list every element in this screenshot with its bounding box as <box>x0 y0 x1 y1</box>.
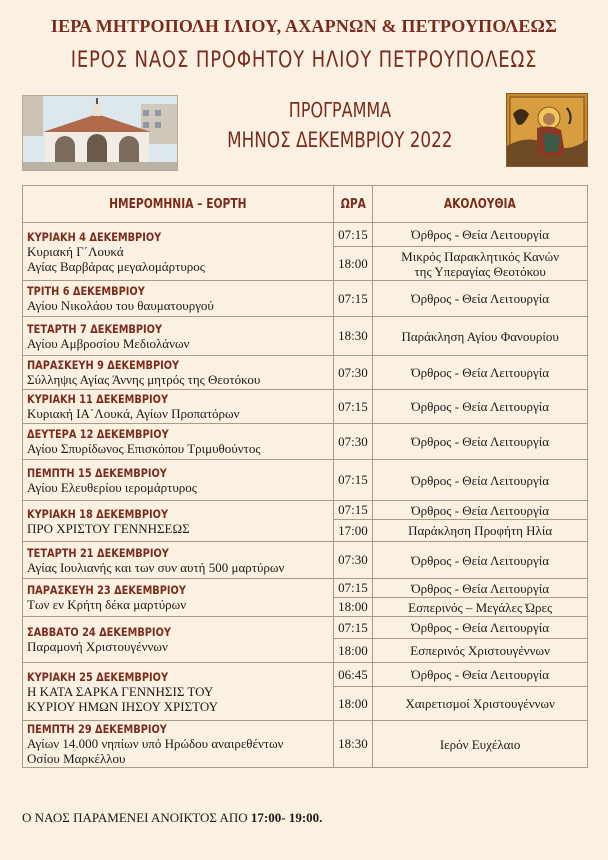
service-time: 18:30 <box>333 317 373 356</box>
feast-label: Σύλληψις Αγίας Άννης μητρός της Θεοτόκου <box>27 372 261 387</box>
feast-label: Των εν Κρήτη δέκα μαρτύρων <box>27 597 187 612</box>
service-name: Χαιρετισμοί Χριστουγέννων <box>373 687 588 721</box>
table-row <box>23 424 588 460</box>
service-time: 06:45 <box>333 663 373 687</box>
date-feast-cell <box>23 460 334 501</box>
table-header-row <box>23 186 588 223</box>
service-name: Όρθρος - Θεία Λειτουργία <box>373 281 588 317</box>
date-feast-cell <box>23 579 334 617</box>
date-label: ΚΥΡΙΑΚΗ 18 ΔΕΚΕΜΒΡΙΟΥ <box>27 506 169 521</box>
service-name: Όρθρος - Θεία Λειτουργία <box>373 542 588 579</box>
table-row <box>23 501 588 520</box>
date-feast-cell <box>23 317 334 356</box>
service-name: Μικρός Παρακλητικός Κανών της Υπεραγίας Θεοτόκου <box>373 247 588 281</box>
date-feast-cell <box>23 617 334 663</box>
date-feast-cell <box>23 663 334 721</box>
opening-hours: 17:00- 19:00. <box>250 810 323 825</box>
date-label: ΠΕΜΠΤΗ 29 ΔΕΚΕΜΒΡΙΟΥ <box>27 722 167 736</box>
date-feast-cell <box>23 424 334 460</box>
service-name: Όρθρος - Θεία Λειτουργία <box>373 356 588 390</box>
date-label: ΤΕΤΑΡΤΗ 7 ΔΕΚΕΜΒΡΙΟΥ <box>27 321 163 336</box>
service-name: Εσπερινός Χριστουγέννων <box>373 639 588 663</box>
service-time: 18:00 <box>333 687 373 721</box>
feast-label: Αγίου Νικολάου του θαυματουργού <box>27 298 214 313</box>
date-feast-cell <box>23 501 334 542</box>
service-time: 07:15 <box>333 460 373 501</box>
date-feast-cell <box>23 721 334 768</box>
service-time: 18:00 <box>333 247 373 281</box>
service-time: 07:30 <box>333 542 373 579</box>
feast-label: Κυριακή ΙΑ΄Λουκά, Αγίων Προπατόρων <box>27 406 240 421</box>
church-heading: ΙΕΡΟΣ ΝΑΟΣ ΠΡΟΦΗΤΟΥ ΗΛΙΟΥ ΠΕΤΡΟΥΠΟΛΕΩΣ <box>70 48 538 73</box>
date-feast-cell <box>23 281 334 317</box>
service-time: 07:30 <box>333 356 373 390</box>
service-time: 07:15 <box>333 390 373 424</box>
church-photo <box>22 95 178 171</box>
service-name: Εσπερινός – Μεγάλες Ώρες <box>373 598 588 617</box>
service-name: Όρθρος - Θεία Λειτουργία <box>373 460 588 501</box>
feast-label: Αγίου Σπυρίδωνος Επισκόπου Τριμυθούντος <box>27 441 261 456</box>
header-time: ΩΡΑ <box>333 186 373 223</box>
service-name: Όρθρος - Θεία Λειτουργία <box>373 663 588 687</box>
feast-label: Παραμονή Χριστουγέννων <box>27 639 168 654</box>
table-row <box>23 721 588 768</box>
table-row <box>23 579 588 598</box>
service-name: Παράκληση Αγίου Φανουρίου <box>373 317 588 356</box>
feast-label: Αγίου Ελευθερίου ιερομάρτυρος <box>27 479 197 495</box>
date-feast-cell <box>23 223 334 281</box>
date-label: ΤΕΤΑΡΤΗ 21 ΔΕΚΕΜΒΡΙΟΥ <box>27 545 169 560</box>
feast-label: Αγίων 14.000 νηπίων υπό Ηρώδου αναιρεθέντων Οσίου Μαρκέλλου <box>27 736 284 766</box>
service-name: Όρθρος - Θεία Λειτουργία <box>373 617 588 639</box>
table-row <box>23 663 588 687</box>
date-label: ΤΡΙΤΗ 6 ΔΕΚΕΜΒΡΙΟΥ <box>27 284 145 298</box>
month-title: ΜΗΝΟΣ ΔΕΚΕΜΒΡΙΟΥ 2022 <box>227 128 453 152</box>
service-name: Όρθρος - Θεία Λειτουργία <box>373 579 588 598</box>
service-name: Όρθρος - Θεία Λειτουργία <box>373 424 588 460</box>
service-name: Όρθρος - Θεία Λειτουργία <box>373 390 588 424</box>
feast-label: Αγίας Ιουλιανής και των συν αυτή 500 μαρτύρων <box>27 559 285 575</box>
service-time: 18:30 <box>333 721 373 768</box>
service-name: Όρθρος - Θεία Λειτουργία <box>373 501 588 520</box>
date-feast-cell <box>23 390 334 424</box>
prophet-elias-icon <box>506 93 588 167</box>
schedule-body <box>23 223 588 768</box>
service-time: 07:15 <box>333 223 373 247</box>
table-row <box>23 390 588 424</box>
date-feast-cell <box>23 542 334 579</box>
service-name: Όρθρος - Θεία Λειτουργία <box>373 223 588 247</box>
date-label: ΠΑΡΑΣΚΕΥΗ 23 ΔΕΚΕΜΒΡΙΟΥ <box>27 583 186 597</box>
service-time: 18:00 <box>333 639 373 663</box>
service-time: 18:00 <box>333 598 373 617</box>
feast-label: Αγίου Αμβροσίου Μεδιολάνων <box>27 335 190 351</box>
opening-hours-note: Ο ΝΑΟΣ ΠΑΡΑΜΕΝΕΙ ΑΝΟΙΚΤΟΣ ΑΠΟ 17:00- 19:00. <box>22 810 323 825</box>
service-name: Παράκληση Προφήτη Ηλία <box>373 520 588 542</box>
service-time: 07:15 <box>333 617 373 639</box>
date-label: ΚΥΡΙΑΚΗ 4 ΔΕΚΕΜΒΡΙΟΥ <box>27 229 162 244</box>
date-feast-cell <box>23 356 334 390</box>
service-time: 17:00 <box>333 520 373 542</box>
table-row <box>23 317 588 356</box>
feast-label: ΠΡΟ ΧΡΙΣΤΟΥ ΓΕΝΝΗΣΕΩΣ <box>27 520 190 536</box>
header-date: ΗΜΕΡΟΜΗΝΙΑ – ΕΟΡΤΗ <box>23 186 334 223</box>
table-row <box>23 281 588 317</box>
date-label: ΚΥΡΙΑΚΗ 25 ΔΕΚΕΜΒΡΙΟΥ <box>27 669 169 684</box>
table-row <box>23 460 588 501</box>
table-row <box>23 356 588 390</box>
service-time: 07:15 <box>333 281 373 317</box>
date-label: ΚΥΡΙΑΚΗ 11 ΔΕΚΕΜΒΡΙΟΥ <box>27 392 169 406</box>
service-time: 07:30 <box>333 424 373 460</box>
feast-label: Η ΚΑΤΑ ΣΑΡΚΑ ΓΕΝΝΗΣΙΣ ΤΟΥ ΚΥΡΙΟΥ ΗΜΩΝ ΙΗΣΟΥ ΧΡΙΣΤΟΥ <box>27 683 219 714</box>
date-label: ΠΕΜΠΤΗ 15 ΔΕΚΕΜΒΡΙΟΥ <box>27 465 167 480</box>
metropolis-heading: ΙΕΡΑ ΜΗΤΡΟΠΟΛΗ ΙΛΙΟΥ, ΑΧΑΡΝΩΝ & ΠΕΤΡΟΥΠΟΛΕΩΣ <box>50 16 558 36</box>
program-title: ΠΡΟΓΡΑΜΜΑ <box>288 98 392 122</box>
table-row <box>23 617 588 639</box>
service-time: 07:15 <box>333 501 373 520</box>
schedule-table <box>22 185 588 768</box>
date-label: ΔΕΥΤΕΡΑ 12 ΔΕΚΕΜΒΡΙΟΥ <box>27 427 169 441</box>
service-name: Ιερόν Ευχέλαιο <box>373 721 588 768</box>
service-time: 07:15 <box>333 579 373 598</box>
date-label: ΠΑΡΑΣΚΕΥΗ 9 ΔΕΚΕΜΒΡΙΟΥ <box>27 358 180 372</box>
header-service: ΑΚΟΛΟΥΘΙΑ <box>373 186 588 223</box>
date-label: ΣΑΒΒΑΤΟ 24 ΔΕΚΕΜΒΡΙΟΥ <box>27 625 171 639</box>
table-row <box>23 223 588 247</box>
feast-label: Κυριακή Γ΄Λουκά Αγίας Βαρβάρας μεγαλομάρτυρος <box>27 243 205 274</box>
table-row <box>23 542 588 579</box>
